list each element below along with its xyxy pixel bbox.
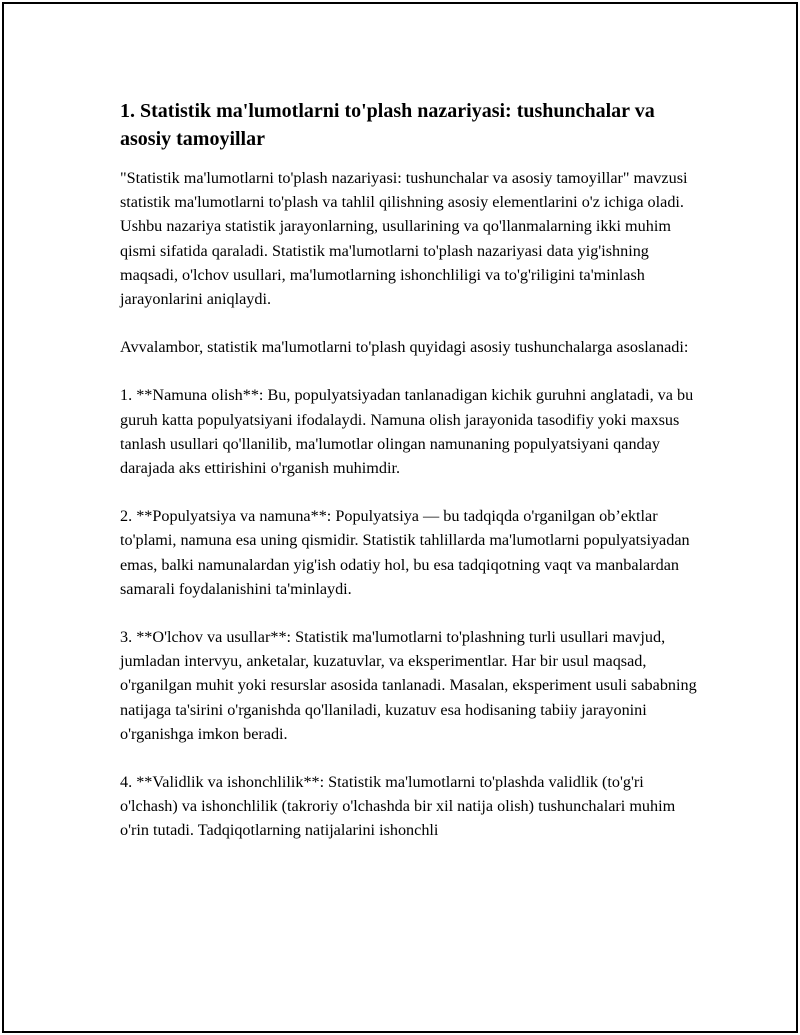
list-item-measurement-methods: 3. **O'lchov va usullar**: Statistik ma'lumotlarni to'plashning turli usullari mavjud, jumladan intervyu, anketalar, kuzatuvlar, va eksperimentlar. Har bir usul maqsad, o'rganilgan muhit yoki resurslar asosida tanlanadi. Masalan, eksperiment usuli sababning natijaga ta'sirini o'rganishda qo'llaniladi, kuzatuv esa hodisaning tabiiy jarayonini o'rganishga imkon beradi. (120, 628, 697, 743)
list-item-validity-reliability: 4. **Validlik va ishonchlilik**: Statistik ma'lumotlarni to'plashda validlik (to'g'ri o'lchash) va ishonchlilik (takroriy o'lchashda bir xil natija olish) tushunchalari muhim o'rin tutadi. Tadqiqotlarning natijalarini ishonchli (120, 773, 676, 840)
document-page (2, 2, 798, 1033)
intro-paragraph: "Statistik ma'lumotlarni to'plash nazariyasi: tushunchalar va asosiy tamoyillar" mavzusi statistik ma'lumotlarni to'plash va tahlil qilishning asosiy elementlarini o'z ichiga oladi. Ushbu nazariya statistik jarayonlarning, usullarining va qo'llanmalarning ikki muhim qismi sifatida qaraladi. Statistik ma'lumotlarni to'plash nazariyasi data yig'ishning maqsadi, o'lchov usullari, ma'lumotlarning ishonchliligi va to'g'riligini ta'minlash jarayonlarini aniqlaydi. (120, 169, 688, 309)
list-item-population-sample: 2. **Populyatsiya va namuna**: Populyatsiya — bu tadqiqda o'rganilgan ob’ektlar to'plami, namuna esa uning qismidir. Statistik tahlillarda ma'lumotlarni populyatsiyadan emas, balki namunalardan yig'ish odatiy hol, bu esa tadqiqotning vaqt va manbalardan samarali foydalanishini ta'minlaydi. (120, 507, 690, 598)
section-heading: 1. Statistik ma'lumotlarni to'plash nazariyasi: tushunchalar va asosiy tamoyillar (120, 100, 655, 150)
list-item-sampling: 1. **Namuna olish**: Bu, populyatsiyadan tanlanadigan kichik guruhni anglatadi, va bu guruh katta populyatsiyani ifodalaydi. Namuna olish jarayonida tasodifiy yoki maxsus tanlash usullari qo'llanilib, ma'lumotlar olingan namunaning populyatsiyani qanday darajada aks ettirishini o'rganish muhimdir. (120, 386, 694, 478)
concepts-lead-paragraph: Avvalambor, statistik ma'lumotlarni to'plash quyidagi asosiy tushunchalarga asoslanadi: (120, 338, 689, 357)
document-content (120, 97, 700, 867)
